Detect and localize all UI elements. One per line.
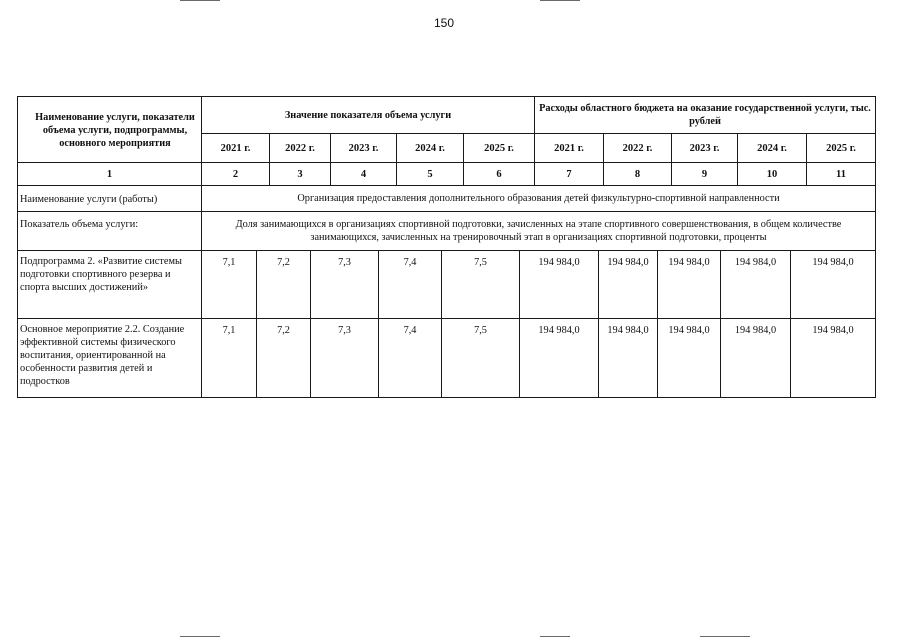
header-volume-group: Значение показателя объема услуги <box>284 109 452 121</box>
service-row-label: Наименование услуги (работы) <box>20 194 158 205</box>
table-cell: 7,5 <box>474 325 487 336</box>
header-year-expense-2025: 2025 г. <box>826 142 856 154</box>
header-year-volume-2023: 2023 г. <box>348 142 379 154</box>
header-name-column: Наименование услуги, показатели объема услуги, подпрограммы, основного мероприятия <box>35 111 195 149</box>
column-number: 6 <box>496 168 502 180</box>
column-number: 5 <box>427 168 433 180</box>
table-cell: 7,2 <box>277 257 290 268</box>
column-number: 2 <box>232 168 239 180</box>
table-cell: 194 984,0 <box>734 325 777 336</box>
main-activity-name: Основное мероприятие 2.2. Создание эффективной системы физического воспитания, ориентированной на особенности развития детей и подростков <box>20 324 185 387</box>
service-row-value: Организация предоставления дополнительного образования детей физкультурно-спортивной направленности <box>297 193 780 204</box>
header-year-expense-2023: 2023 г. <box>689 142 720 154</box>
table-cell: 7,4 <box>403 257 417 268</box>
table-cell: 7,4 <box>403 325 417 336</box>
indicator-row-label: Показатель объема услуги: <box>20 219 139 230</box>
table-cell: 194 984,0 <box>607 257 649 268</box>
table-cell: 7,1 <box>222 325 236 336</box>
table-cell: 194 984,0 <box>734 257 777 268</box>
subprogram-name: Подпрограмма 2. «Развитие системы подготовки спортивного резерва и спорта высших достижений» <box>20 256 182 293</box>
table-cell: 194 984,0 <box>668 325 710 336</box>
column-number: 11 <box>836 168 846 180</box>
column-number: 4 <box>360 168 367 180</box>
table-cell: 194 984,0 <box>812 325 854 336</box>
page-number: 150 <box>433 16 455 30</box>
header-year-volume-2024: 2024 г. <box>415 142 445 154</box>
header-year-expense-2021: 2021 г. <box>554 142 584 154</box>
table-cell: 7,1 <box>222 257 236 268</box>
table-cell: 194 984,0 <box>607 325 649 336</box>
table-cell: 194 984,0 <box>538 325 580 336</box>
table-cell: 7,2 <box>277 325 290 336</box>
table-cell: 194 984,0 <box>668 257 710 268</box>
header-year-expense-2024: 2024 г. <box>757 142 787 154</box>
column-number: 7 <box>566 168 572 180</box>
column-number: 3 <box>297 168 303 180</box>
table-cell: 7,3 <box>338 257 351 268</box>
header-expense-group: Расходы областного бюджета на оказание государственной услуги, тыс. рублей <box>539 103 871 127</box>
table-cell: 194 984,0 <box>812 257 854 268</box>
indicator-row-value: Доля занимающихся в организациях спортивной подготовки, зачисленных на этапе спортивного совершенствования, в общем количестве занимающихся, зачисленных на тренировочный этап в организациях спортивной подготовки, проценты <box>235 219 842 243</box>
column-number: 8 <box>634 168 641 180</box>
column-number: 1 <box>106 168 113 180</box>
column-number: 9 <box>701 168 708 180</box>
table-cell: 7,3 <box>338 325 351 336</box>
header-year-volume-2022: 2022 г. <box>285 142 315 154</box>
header-year-volume-2021: 2021 г. <box>220 142 251 154</box>
header-year-volume-2025: 2025 г. <box>484 142 514 154</box>
table-cell: 7,5 <box>474 257 487 268</box>
column-number: 10 <box>766 168 778 180</box>
table-cell: 194 984,0 <box>538 257 580 268</box>
header-year-expense-2022: 2022 г. <box>622 142 653 154</box>
